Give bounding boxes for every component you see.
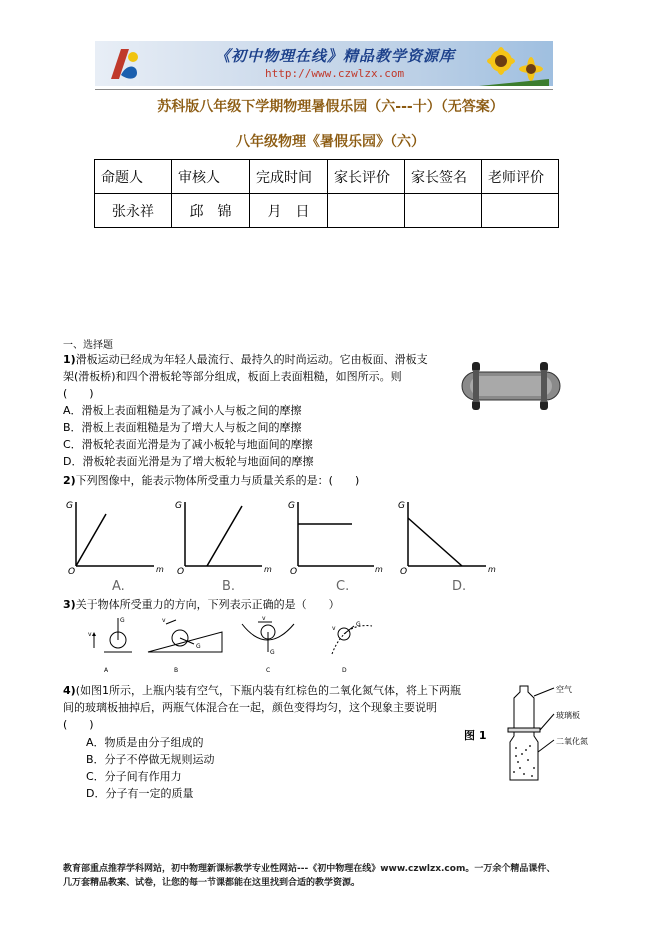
option-c: C．滑板轮表面光滑是为了减小板轮与地面间的摩擦 [63,438,313,451]
question-text: 间的玻璃板抽掉后，两瓶气体混合在一起，颜色变得均匀，这个现象主要说明 [63,701,437,714]
q2-graphs [62,494,520,596]
axis-x-label: m [375,565,383,574]
question-text: (如图1所示，上瓶内装有空气，下瓶内装有红棕色的二氧化氮气体，将上下两瓶 [75,684,461,697]
graph-label: C. [336,579,350,594]
table-cell[interactable] [482,194,559,228]
document-title: 苏科版八年级下学期物理暑假乐园（六---十）（无答案） [157,99,504,115]
gravity-label: G [270,649,275,656]
logo-icon [107,45,141,83]
header-rule [95,89,553,90]
axis-y-label: G [398,501,405,511]
option-b: B．分子不停做无规则运动 [86,753,215,766]
axis-y-label: G [66,501,73,511]
banner-url[interactable]: http://www.czwlzx.com [265,67,405,80]
footer-line: 几万套精品教案、试卷，让您的每一节课都能在这里找到合适的教学资源。 [63,878,361,888]
velocity-label: v [262,615,266,622]
figure-label: D [342,667,347,674]
answer-paren: ( ) [63,718,94,731]
graph-a [66,501,164,594]
question-text: 下列图像中，能表示物体所受重力与质量关系的是：( ) [75,474,360,487]
question-text: 架(滑板桥)和四个滑板轮等部分组成，板面上表面粗糙，如图所示。则 [63,370,402,383]
question-4-options [86,734,215,802]
figure-a [88,617,132,674]
section-heading: 一、选择题 [63,340,113,351]
page-footer [63,862,603,890]
answer-paren: ( ) [63,387,94,400]
table-cell[interactable] [405,194,482,228]
axis-x-label: m [488,565,496,574]
origin-label: O [400,567,408,577]
velocity-label: v [162,617,166,624]
figure-label: A [104,667,109,674]
q3-figures [82,614,382,676]
table-cell[interactable] [328,194,405,228]
table-header-cell: 老师评价 [482,160,559,194]
table-header-cell: 家长签名 [405,160,482,194]
footer-line: 教育部重点推荐学科网站，初中物理新课标教学专业性网站---《初中物理在线》www.czwlzx.com。一万余个精品课件、 [63,864,556,874]
nitrogen-dioxide-label: 二氧化氮 [556,737,588,746]
figure-d [332,621,372,674]
document-subtitle: 八年级物理《暑假乐园》（六） [236,134,425,150]
graph-label: A. [112,579,125,594]
question-text: 滑板运动已经成为年轻人最流行、最持久的时尚运动。它由板面、滑板支 [75,353,428,366]
table-header-cell: 家长评价 [328,160,405,194]
graph-label: B. [222,579,236,594]
table-cell: 月 日 [250,194,328,228]
option-c: C．分子间有作用力 [86,770,182,783]
axis-y-label: G [288,501,295,511]
origin-label: O [290,567,298,577]
sunflower-icon [479,41,549,86]
axis-x-label: m [156,565,164,574]
question-number: 3) [63,598,76,611]
gravity-label: G [120,617,125,624]
table-cell: 张永祥 [95,194,172,228]
axis-x-label: m [264,565,272,574]
figure-label: B [174,667,179,674]
table-header-cell: 审核人 [172,160,250,194]
gravity-label: G [356,621,361,628]
graph-d [398,501,496,594]
option-d: D．滑板轮表面光滑是为了增大板轮与地面间的摩擦 [63,455,314,468]
question-number: 4) [63,684,76,697]
skateboard-image [458,360,564,414]
origin-label: O [177,567,185,577]
velocity-label: v [332,625,336,632]
option-b: B．滑板上表面粗糙是为了增大人与板之间的摩擦 [63,421,302,434]
question-1-options [63,402,313,470]
question-number: 1) [63,353,76,366]
figure-1-label: 图 1 [464,729,487,742]
question-text: 关于物体所受重力的方向，下列表示正确的是（ ） [75,598,340,611]
question-number: 2) [63,474,76,487]
gravity-label: G [196,643,201,650]
graph-c [288,501,383,594]
glass-plate-label: 玻璃板 [556,711,580,720]
question-2 [63,472,359,489]
table-header-row [95,160,559,194]
option-a: A．物质是由分子组成的 [86,736,204,749]
origin-label: O [68,567,76,577]
question-3 [63,596,340,613]
table-header-cell: 命题人 [95,160,172,194]
question-1 [63,351,458,402]
figure-b [148,617,222,674]
option-a: A．滑板上表面粗糙是为了减小人与板之间的摩擦 [63,404,302,417]
question-4 [63,682,473,733]
option-d: D．分子有一定的质量 [86,787,194,800]
graph-label: D. [452,579,467,594]
axis-y-label: G [175,501,182,511]
figure-label: C [266,667,271,674]
velocity-label: v [88,631,92,638]
air-label: 空气 [556,685,572,694]
banner-title: 《初中物理在线》精品教学资源库 [215,47,456,65]
bottles-figure [498,684,608,784]
table-row [95,194,559,228]
graph-b [175,501,272,594]
table-header-cell: 完成时间 [250,160,328,194]
figure-c [242,615,294,674]
table-cell: 邱 锦 [172,194,250,228]
info-table [94,159,559,228]
header-banner [95,41,553,86]
